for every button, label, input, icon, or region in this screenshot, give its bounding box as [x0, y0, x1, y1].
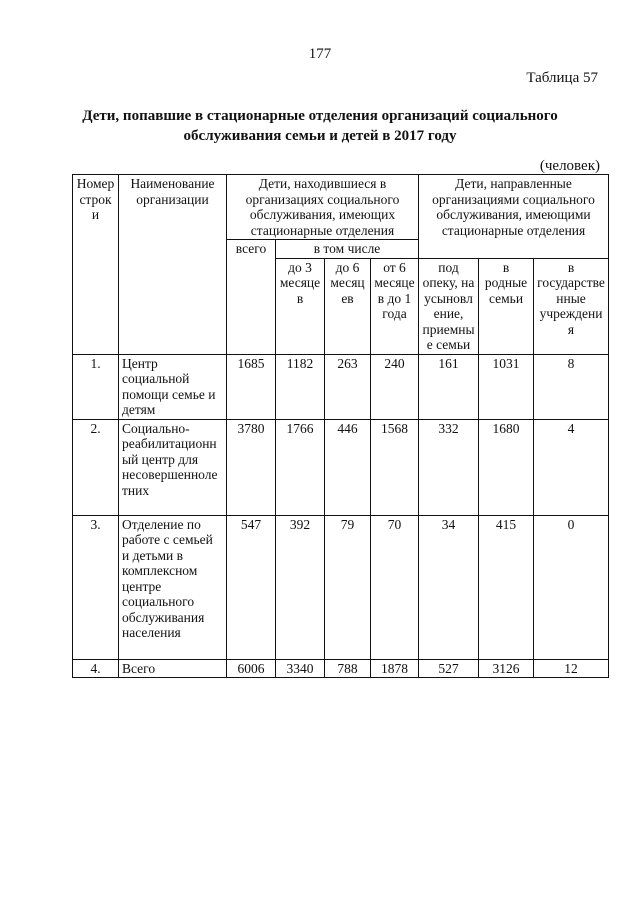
- statistics-table: [72, 174, 609, 678]
- value-total: 3780: [227, 419, 276, 515]
- header-row-number: Номер строки: [73, 175, 119, 355]
- value-up-to-3-months: 1766: [276, 419, 325, 515]
- organization-name: Всего: [119, 659, 227, 678]
- value-6-months-to-1-year: 1568: [371, 419, 419, 515]
- value-guardianship-adoption: 332: [419, 419, 479, 515]
- value-guardianship-adoption: 527: [419, 659, 479, 678]
- header-up-to-3-months: до 3 месяцев: [276, 258, 325, 354]
- row-number: 3.: [73, 515, 119, 659]
- value-native-families: 3126: [479, 659, 534, 678]
- header-total: всего: [227, 240, 276, 355]
- header-children-in-organizations: Дети, находившиеся в организациях социального обслуживания, имеющих стационарные отделения: [227, 175, 419, 240]
- value-state-institutions: 8: [534, 354, 609, 419]
- header-children-referred: Дети, направленные организациями социального обслуживания, имеющими стационарные отделения: [419, 175, 609, 259]
- value-up-to-3-months: 3340: [276, 659, 325, 678]
- value-up-to-6-months: 788: [325, 659, 371, 678]
- value-6-months-to-1-year: 1878: [371, 659, 419, 678]
- value-total: 1685: [227, 354, 276, 419]
- value-native-families: 1680: [479, 419, 534, 515]
- table-row: [73, 515, 609, 659]
- header-6-months-to-1-year: от 6 месяцев до 1 года: [371, 258, 419, 354]
- table-row: [73, 354, 609, 419]
- organization-name: Социально-реабилитационный центр для несовершеннолетних: [119, 419, 227, 515]
- table-label: Таблица 57: [526, 70, 598, 86]
- value-total: 6006: [227, 659, 276, 678]
- value-up-to-3-months: 1182: [276, 354, 325, 419]
- value-6-months-to-1-year: 70: [371, 515, 419, 659]
- organization-name: Отделение по работе с семьей и детьми в комплексном центре социального обслуживания населения: [119, 515, 227, 659]
- value-state-institutions: 0: [534, 515, 609, 659]
- value-guardianship-adoption: 34: [419, 515, 479, 659]
- row-number: 1.: [73, 354, 119, 419]
- value-up-to-6-months: 446: [325, 419, 371, 515]
- value-6-months-to-1-year: 240: [371, 354, 419, 419]
- unit-label: (человек): [539, 158, 600, 174]
- document-title: Дети, попавшие в стационарные отделения организаций социального обслуживания семьи и детей в 2017 году: [82, 108, 558, 144]
- value-state-institutions: 12: [534, 659, 609, 678]
- table-row: [73, 419, 609, 515]
- value-up-to-6-months: 79: [325, 515, 371, 659]
- header-organization-name: Наименование организации: [119, 175, 227, 355]
- value-up-to-3-months: 392: [276, 515, 325, 659]
- header-guardianship-adoption: под опеку, на усыновление, приемные семьи: [419, 258, 479, 354]
- value-state-institutions: 4: [534, 419, 609, 515]
- page-number: 177: [308, 46, 332, 62]
- header-including: в том числе: [276, 240, 419, 259]
- row-number: 4.: [73, 659, 119, 678]
- value-guardianship-adoption: 161: [419, 354, 479, 419]
- header-up-to-6-months: до 6 месяцев: [325, 258, 371, 354]
- value-up-to-6-months: 263: [325, 354, 371, 419]
- header-native-families: в родные семьи: [479, 258, 534, 354]
- value-native-families: 415: [479, 515, 534, 659]
- header-state-institutions: в государственные учреждения: [534, 258, 609, 354]
- value-native-families: 1031: [479, 354, 534, 419]
- row-number: 2.: [73, 419, 119, 515]
- table-row: [73, 659, 609, 678]
- value-total: 547: [227, 515, 276, 659]
- organization-name: Центр социальной помощи семье и детям: [119, 354, 227, 419]
